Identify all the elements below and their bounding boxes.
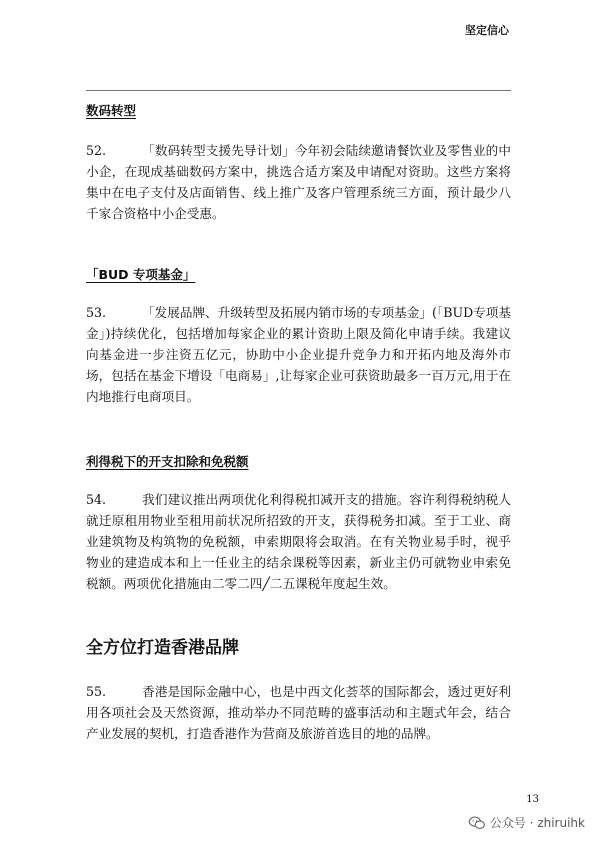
paragraph-number: 52. — [86, 143, 107, 158]
watermark-text: 公众号 · zhiruihk — [489, 816, 585, 830]
heading-digital-transformation: 数码转型 — [86, 103, 137, 118]
watermark — [468, 814, 585, 831]
wechat-icon — [468, 816, 486, 830]
paragraph-number: 53. — [86, 305, 107, 320]
heading-bud-fund: 「BUD 专项基金」 — [86, 267, 196, 282]
paragraph-55 — [86, 681, 511, 744]
paragraph-54 — [86, 489, 511, 594]
heading-hong-kong-brand: 全方位打造香港品牌 — [86, 638, 239, 658]
paragraph-number: 55. — [86, 684, 107, 699]
paragraph-text: 「发展品牌、升级转型及拓展内销市场的专项基金」(「BUD专项基金」)持续优化，包括增加每家企业的累计资助上限及简化申请手续。我建议向基金进一步注资五亿元，协助中小企业提升竞争力和开拓内地及海外市场，包括在基金下增设「电商易」,让每家企业可获资助最多一百万元,用于在内地推行电商项目。 — [86, 305, 511, 404]
heading-profits-tax: 利得税下的开支扣除和免税额 — [86, 454, 249, 469]
paragraph-text: 我们建议推出两项优化利得税扣减开支的措施。容许利得税纳税人就迁原租用物业至租用前状况所招致的开支，获得税务扣减。至于工业、商业建筑物及构筑物的免税额，申索期限将会取消。在有关物业易手时，视乎物业的建造成本和上一任业主的结余课税等因素，新业主仍可就物业申索免税额。两项优化措施由二零二四╱二五课税年度起生效。 — [86, 492, 511, 591]
paragraph-text: 「数码转型支援先导计划」今年初会陆续邀请餐饮业及零售业的中小企，在现成基础数码方案中，挑选合适方案及申请配对资助。这些方案将集中在电子支付及店面销售、线上推广及客户管理系统三方面，预计最少八千家合资格中小企受惠。 — [86, 143, 511, 221]
paragraph-53 — [86, 302, 511, 407]
header-rule — [86, 90, 511, 91]
running-header: 坚定信心 — [465, 24, 509, 37]
paragraph-text: 香港是国际金融中心，也是中西文化荟萃的国际都会，透过更好利用各项社会及天然资源，推动举办不同范畴的盛事活动和主题式年会，结合产业发展的契机，打造香港作为营商及旅游首选目的地的品牌。 — [86, 684, 511, 741]
paragraph-52 — [86, 140, 511, 224]
paragraph-number: 54. — [86, 492, 107, 507]
page-number: 13 — [526, 794, 539, 805]
